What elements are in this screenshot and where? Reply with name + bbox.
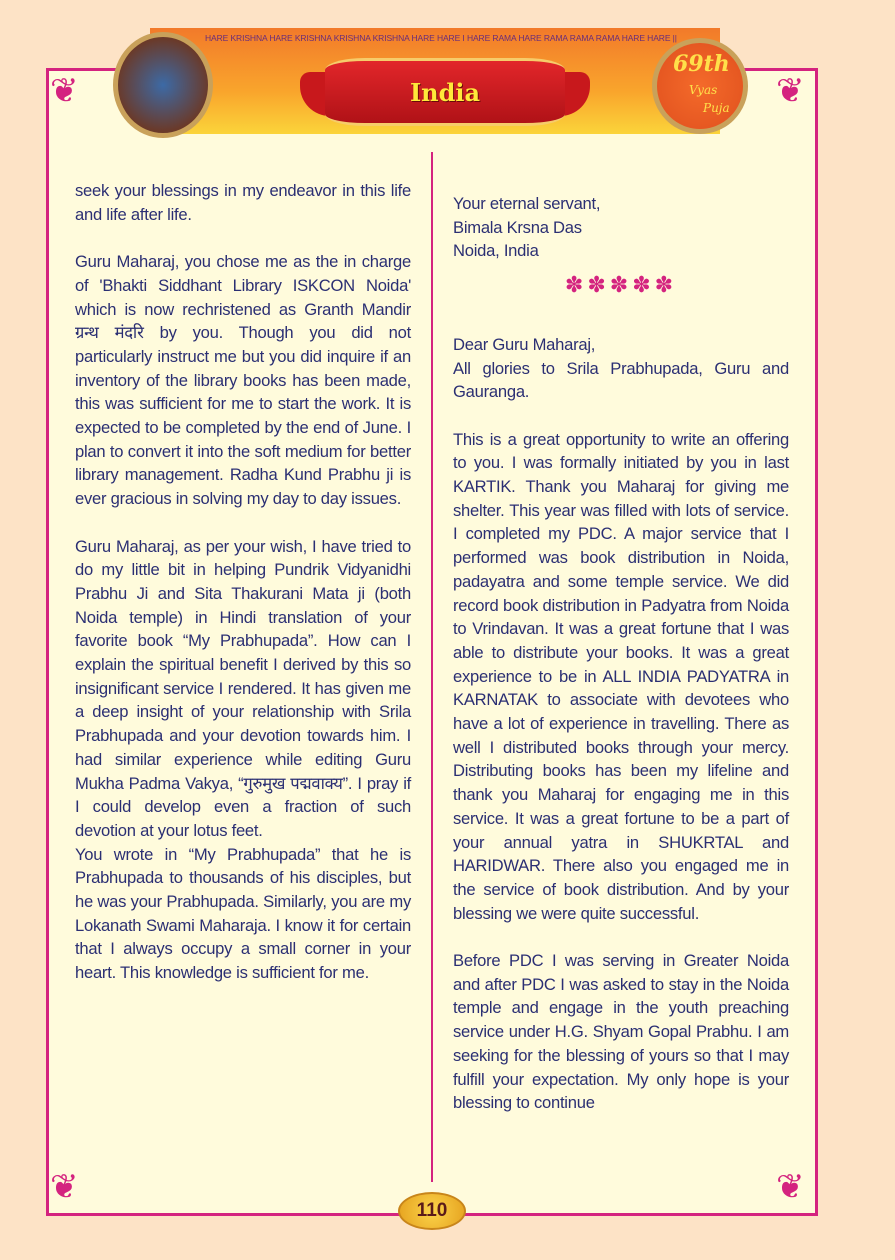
right-column — [453, 192, 789, 1139]
corner-ornament-icon: ❦ — [50, 1167, 79, 1207]
vyas-puja-medal — [652, 38, 748, 134]
paragraph: Before PDC I was serving in Greater Noida and after PDC I was asked to stay in the Noida temple and engage in the youth preaching service under H.G. Shyam Gopal Prabhu. I am seeking for the blessing of yours so that I may fulfill your expectation. My only hope is your blessing to continue — [453, 951, 789, 1113]
paragraph: You wrote in “My Prabhupada” that he is Prabhupada to thousands of his disciples, but he was your Prabhupada. Similarly, you are my Lokanath Swami Maharaja. I know it for certain that I always occupy a small corner in your heart. This knowledge is sufficient for me. — [75, 844, 411, 983]
page-number: 110 — [398, 1192, 466, 1230]
page-title: India — [409, 77, 481, 107]
paragraph: seek your blessings in my endeavor in this life and life after life. — [75, 181, 411, 224]
medal-line1: Vyas — [689, 83, 718, 97]
signoff-line: Your eternal servant, — [453, 194, 601, 213]
paragraph: This is a great opportunity to write an offering to you. I was formally initiated by you in last KARTIK. Thank you Maharaj for giving me shelter. This year was filled with lots of service. I completed my PDC. A major service that I performed was book distribution in Noida, padayatra and some temple service. We did record book distribution in Padyatra from Noida to Vrindavan. It was a great fortune that I was able to distribute your books. It was a great experience to be in ALL INDIA PADYATRA in KARNATAK to associate with devotees who have a lot of experience in travelling. There as well I distributed books through your mercy. Distributing books has been my lifeline and thank you Maharaj for engaging me in this service. It was a great fortune to be a part of your annual yatra in SHUKRTAL and HARIDWAR. There also you engaged me in the service of book distribution. And by your blessing we were quite successful. — [453, 429, 789, 923]
paragraph: All glories to Srila Prabhupada, Guru and Gauranga. — [453, 358, 789, 402]
signoff-place: Noida, India — [453, 241, 539, 261]
corner-ornament-icon: ❦ — [50, 71, 79, 111]
signoff-name: Bimala Krsna Das — [453, 217, 582, 237]
title-ribbon — [325, 58, 565, 126]
salutation: Dear Guru Maharaj, — [453, 334, 596, 354]
paragraph: Guru Maharaj, you chose me as the in charge of 'Bhakti Siddhant Library ISKCON Noida' which is now rechristened as Granth Mandir ग्रन्थ मंदरि by you. Though you did not particularly instruct me but you did inquire if an inventory of the library books has been made, this was sufficient for me to start the work. It is expected to be completed by the end of June. I plan to convert it into the soft medium for better library management. Radha Kund Prabhu ji is ever gracious in solving my day to day issues. — [75, 252, 411, 509]
corner-ornament-icon: ❦ — [776, 1167, 805, 1207]
corner-ornament-icon: ❦ — [776, 71, 805, 111]
deity-image — [113, 32, 213, 138]
column-divider — [431, 152, 433, 1182]
medal-number: 69th — [673, 51, 730, 77]
mantra-text: HARE KRISHNA HARE KRISHNA KRISHNA KRISHNA HARE HARE I HARE RAMA HARE RAMA RAMA RAMA HARE HARE || — [205, 33, 677, 43]
medal-line2: Puja — [703, 101, 730, 115]
separator-stars: ✽✽✽✽✽ — [564, 272, 678, 298]
paragraph: Guru Maharaj, as per your wish, I have tried to do my little bit in helping Pundrik Vidyanidhi Prabhu Ji and Sita Thakurani Mata ji (both Noida temple) in Hindi translation of your favorite book “My Prabhupada”. How can I explain the spiritual benefit I derived by this so insignificant service I rendered. It has given me a deep insight of your relationship with Srila Prabhupada and your devotion towards him. I had similar experience while editing Guru Mukha Padma Vakya, “गुरुमुख पद्मवाक्य”. I pray if I could develop even a fraction of such devotion at your lotus feet. — [75, 536, 411, 840]
left-column — [75, 179, 411, 1009]
